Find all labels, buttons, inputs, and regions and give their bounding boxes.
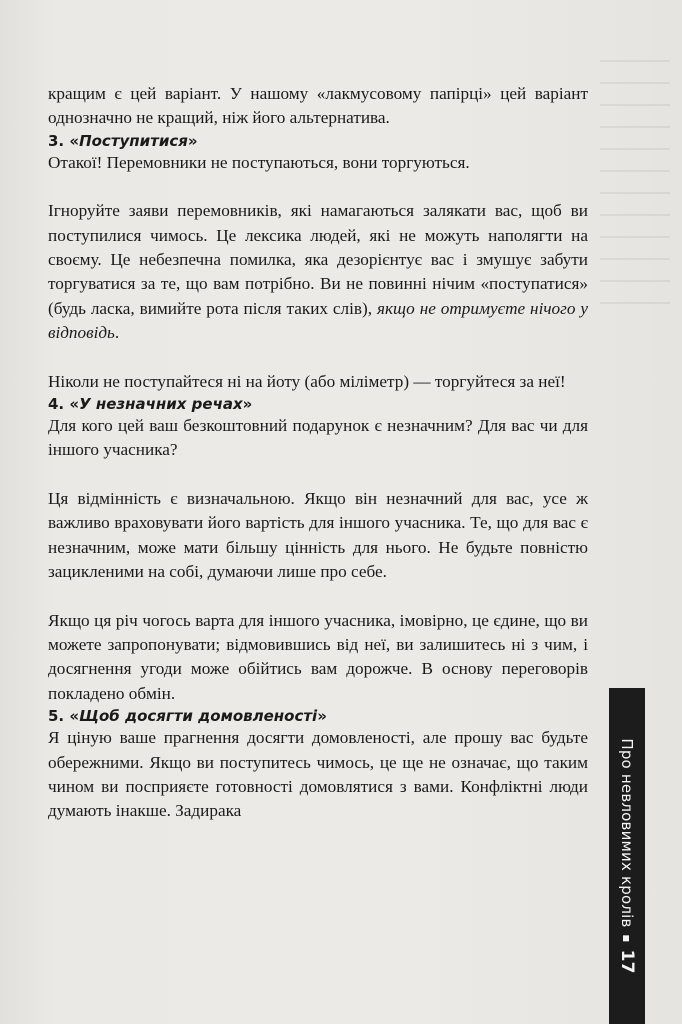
show-through-text — [600, 60, 670, 310]
paragraph: Ігноруйте заяви перемовників, які намагаються залякати вас, щоб ви поступилися чимось. Це лексика людей, які не можуть наполягти на своєму. Це небезпечна помилка, яка дезорієнтує вас і змушує забути торгуватися за те, що вам потрібно. Ви не повинні нічим «поступатися» (будь ласка, вимийте рота після таких слів), якщо не отримуєте нічого у відповідь. — [48, 201, 588, 343]
section-heading-3: 3. «Поступитися» — [48, 131, 198, 150]
section-heading-5: 5. «Щоб досягти домовленості» — [48, 707, 327, 726]
emphasis: якщо не отримуєте нічого у відповідь — [48, 298, 588, 343]
paragraph: Я ціную ваше прагнення досягти домовленості, але прошу вас будьте обережними. Якщо ви поступитесь чимось, це ще не означає, що таким чином ви посприяєте готовності домовлятися з вами. Конфліктні люди думають інакше. Задирака — [48, 728, 588, 821]
paragraph: Ніколи не поступайтеся ні на йоту (або міліметр) — торгуйтеся за неї! — [48, 371, 566, 391]
paragraph: Якщо ця річ чогось варта для іншого учасника, імовірно, це єдине, що ви можете запропонувати; відмовившись від неї, ви залишитесь ні з чим, і досягнення угоди може обійтись вам дорожче. В основу переговорів покладено обмін. — [48, 610, 588, 703]
section-heading-4: 4. «У незначних речах» — [48, 395, 253, 414]
paragraph: Ця відмінність є визначальною. Якщо він незначний для вас, усе ж важливо враховувати його вартість для іншого учасника. Те, що для вас є незначним, може мати більшу цінність для нього. Не будьте повністю зацикленими на собі, думаючи лише про себе. — [48, 488, 588, 582]
paragraph: Для кого цей ваш безкоштовний подарунок є незначним? Для вас чи для іншого учасника? — [48, 416, 588, 460]
running-head — [617, 738, 637, 973]
square-bullet-icon — [624, 936, 630, 942]
page-body — [48, 82, 588, 824]
paragraph: кращим є цей варіант. У нашому «лакмусовому папірці» цей варіант однозначно не кращий, ніж його альтернатива. — [48, 84, 588, 128]
paragraph: Отакої! Перемовники не поступаються, вони торгуються. — [48, 152, 470, 172]
page-number: 17 — [617, 949, 637, 974]
running-head-title: Про невловимих кролів — [618, 738, 636, 928]
